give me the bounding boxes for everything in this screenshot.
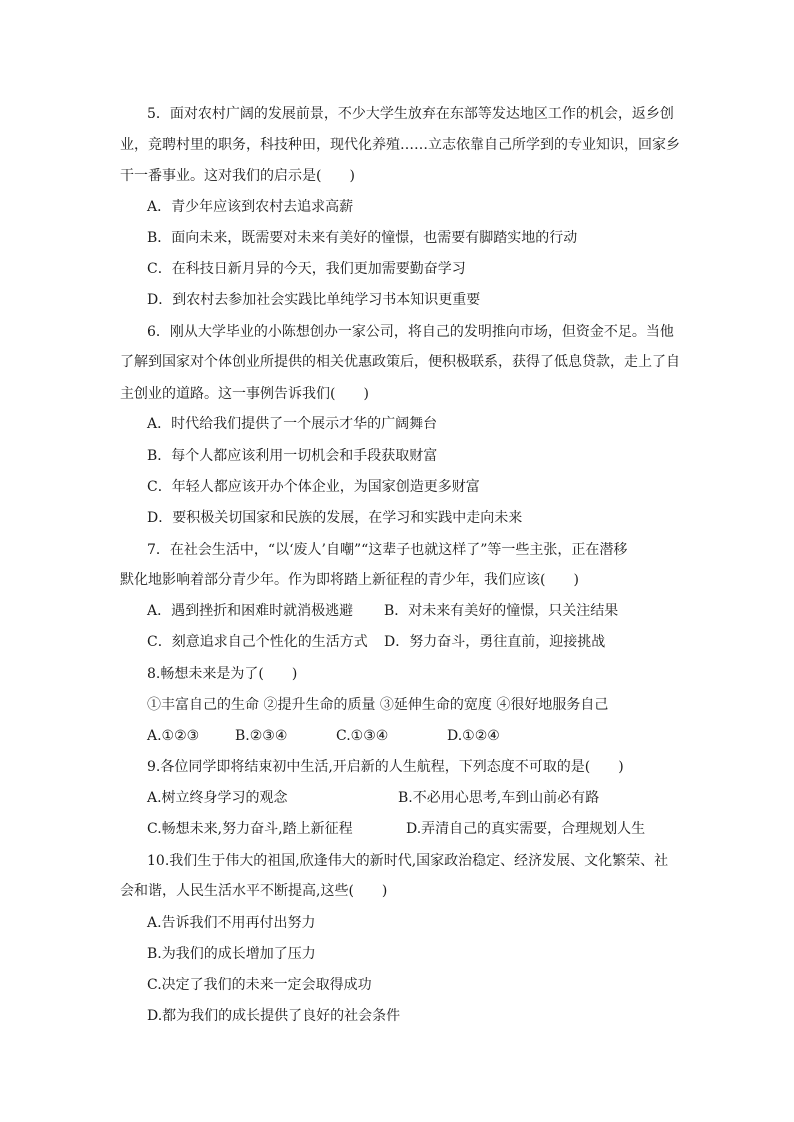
question-6-option-c: C．年轻人都应该开办个体企业，为国家创造更多财富 [147,479,480,495]
question-8-option-d: D.①②④ [447,728,500,744]
question-6-option-a: A．时代给我们提供了一个展示才华的广阔舞台 [147,416,438,432]
question-7-option-b: B．对未来有美好的憧憬，只关注结果 [384,603,619,619]
question-10-option-b: B.为我们的成长增加了压力 [147,946,316,962]
question-7-stem-line-1: 7．在社会生活中，“以‘废人’自嘲”“这辈子也就这样了”等一些主张，正在潜移 [147,542,628,558]
question-9-option-d: D.弄清自己的真实需要，合理规划人生 [406,821,646,837]
question-6-stem-line-3: 主创业的道路。这一事例告诉我们( ) [120,386,369,402]
question-5-option-c: C．在科技日新月异的今天，我们更加需要勤奋学习 [147,261,466,277]
question-5-stem-line-2: 业，竞聘村里的职务，科技种田，现代化养殖……立志依靠自己所学到的专业知识，回家乡 [120,137,680,153]
question-5-option-d: D．到农村去参加社会实践比单纯学习书本知识更重要 [147,292,481,308]
question-5-option-b: B．面向未来，既需要对未来有美好的憧憬，也需要有脚踏实地的行动 [147,230,578,246]
question-8-option-a: A.①②③ [147,728,200,744]
question-10-option-d: D.都为我们的成长提供了良好的社会条件 [147,1008,401,1024]
question-5-stem-line-1: 5．面对农村广阔的发展前景，不少大学生放弃在东部等发达地区工作的机会，返乡创 [147,106,674,122]
question-9-option-b: B.不必用心思考,车到山前必有路 [398,790,600,806]
question-8-items: ①丰富自己的生命 ②提升生命的质量 ③延伸生命的宽度 ④很好地服务自己 [147,697,609,713]
question-6-stem-line-2: 了解到国家对个体创业所提供的相关优惠政策后，便积极联系，获得了低息贷款，走上了自 [120,354,680,370]
question-5-stem-line-3: 干一番事业。这对我们的启示是( ) [120,168,355,184]
question-7-option-a: A．遇到挫折和困难时就消极逃避 [147,603,354,619]
question-8-option-b: B.②③④ [235,728,288,744]
question-6-option-d: D．要积极关切国家和民族的发展，在学习和实践中走向未来 [147,510,523,526]
question-6-option-b: B．每个人都应该利用一切机会和手段获取财富 [147,448,438,464]
question-7-option-c: C．刻意追求自己个性化的生活方式 [147,634,368,650]
question-9-stem: 9.各位同学即将结束初中生活,开启新的人生航程，下列态度不可取的是( ) [147,759,624,775]
question-9-option-c: C.畅想未来,努力奋斗,踏上新征程 [147,821,353,837]
question-10-stem-line-1: 10.我们生于伟大的祖国,欣逢伟大的新时代,国家政治稳定、经济发展、文化繁荣、社 [147,853,669,869]
question-9-option-a: A.树立终身学习的观念 [147,790,288,806]
question-10-option-a: A.告诉我们不用再付出努力 [147,915,316,931]
question-7-stem-line-2: 默化地影响着部分青少年。作为即将踏上新征程的青少年，我们应该( ) [120,572,579,588]
question-8-stem: 8.畅想未来是为了( ) [147,666,298,682]
question-10-option-c: C.决定了我们的未来一定会取得成功 [147,977,372,993]
question-7-option-d: D．努力奋斗，勇往直前，迎接挑战 [384,634,606,650]
question-10-stem-line-2: 会和谐，人民生活水平不断提高,这些( ) [120,883,388,899]
question-6-stem-line-1: 6．刚从大学毕业的小陈想创办一家公司，将自己的发明推向市场，但资金不足。当他 [147,324,674,340]
question-5-option-a: A．青少年应该到农村去追求高薪 [147,199,354,215]
question-8-option-c: C.①③④ [336,728,389,744]
